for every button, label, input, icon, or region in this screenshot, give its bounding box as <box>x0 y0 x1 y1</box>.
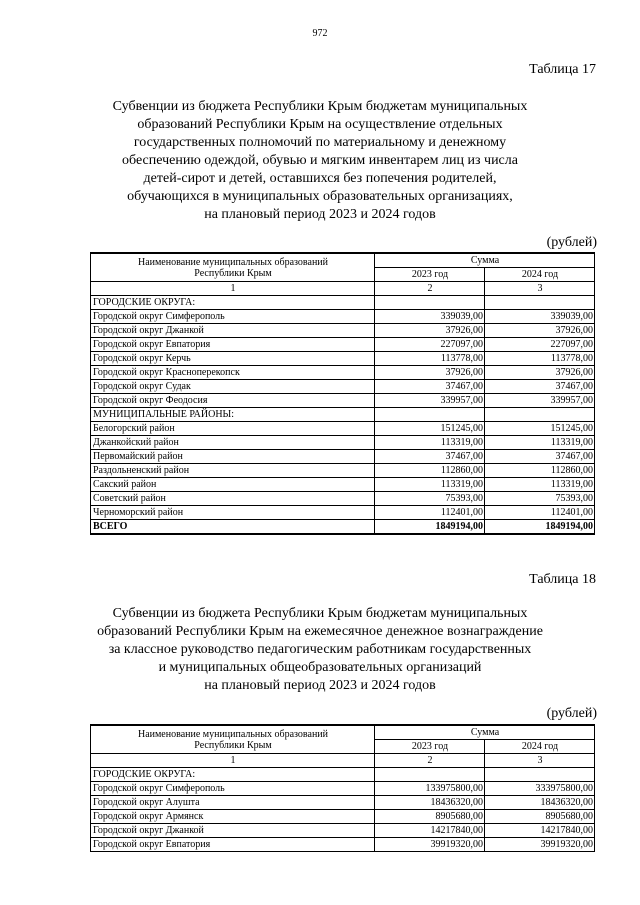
table-row <box>91 768 595 782</box>
table-row <box>91 366 595 380</box>
row-name: Сакский район <box>91 478 375 492</box>
total-row <box>91 520 595 535</box>
header-2023: 2023 год <box>375 268 485 282</box>
total-label: ВСЕГО <box>91 520 375 535</box>
row-name: Городской округ Алушта <box>91 796 375 810</box>
row-value-2023: 113319,00 <box>375 436 485 450</box>
title-line: Субвенции из бюджета Республики Крым бюджетам муниципальных <box>112 606 528 621</box>
title-line: детей-сирот и детей, оставшихся без попечения родителей, <box>143 171 497 186</box>
row-value-2024: 112401,00 <box>485 506 595 520</box>
row-value-2023: 133975800,00 <box>375 782 485 796</box>
row-value-2024: 37926,00 <box>485 366 595 380</box>
row-value-2023: 227097,00 <box>375 338 485 352</box>
row-value-2024: 113778,00 <box>485 352 595 366</box>
row-name: Городской округ Армянск <box>91 810 375 824</box>
row-value-2023: 112860,00 <box>375 464 485 478</box>
row-name: Городской округ Керчь <box>91 352 375 366</box>
row-name: Советский район <box>91 492 375 506</box>
row-name: ГОРОДСКИЕ ОКРУГА: <box>91 768 375 782</box>
row-value-2023: 8905680,00 <box>375 810 485 824</box>
title-line: образований Республики Крым на осуществление отдельных <box>137 117 503 132</box>
row-value-2023: 113319,00 <box>375 478 485 492</box>
row-value-2023: 18436320,00 <box>375 796 485 810</box>
column-number-1: 1 <box>91 282 375 296</box>
title-line: обеспечению одеждой, обувью и мягким инвентарем лиц из числа <box>122 153 518 168</box>
title-line: государственных полномочий по материальному и денежному <box>133 135 507 150</box>
table-row <box>91 338 595 352</box>
header-name-line2: Республики Крым <box>194 267 272 279</box>
row-value-2023: 39919320,00 <box>375 838 485 852</box>
row-name: МУНИЦИПАЛЬНЫЕ РАЙОНЫ: <box>91 408 375 422</box>
title-line: и муниципальных общеобразовательных организаций <box>158 660 482 675</box>
table-row <box>91 408 595 422</box>
row-value-2023 <box>375 296 485 310</box>
table-18-unit: (рублей) <box>546 706 597 721</box>
row-value-2024: 113319,00 <box>485 436 595 450</box>
total-2023: 1849194,00 <box>375 520 485 535</box>
table-row <box>91 782 595 796</box>
row-name: Городской округ Судак <box>91 380 375 394</box>
header-name-line1: Наименование муниципальных образований <box>137 728 329 740</box>
row-name: Белогорский район <box>91 422 375 436</box>
row-name: Первомайский район <box>91 450 375 464</box>
header-2023: 2023 год <box>375 740 485 754</box>
row-value-2023 <box>375 768 485 782</box>
row-name: Городской округ Симферополь <box>91 782 375 796</box>
title-line: на плановый период 2023 и 2024 годов <box>204 207 436 222</box>
row-value-2024: 18436320,00 <box>485 796 595 810</box>
title-line: за классное руководство педагогическим работникам государственных <box>108 642 532 657</box>
title-line: обучающихся в муниципальных образовательных организациях, <box>127 189 513 204</box>
table-row <box>91 310 595 324</box>
row-value-2024: 339039,00 <box>485 310 595 324</box>
row-value-2023: 339039,00 <box>375 310 485 324</box>
table-17-title <box>80 98 560 224</box>
table-18-title <box>80 605 560 695</box>
title-line: образований Республики Крым на ежемесячное денежное вознаграждение <box>97 624 543 639</box>
table-17 <box>90 252 595 535</box>
row-name: Городской округ Евпатория <box>91 838 375 852</box>
row-value-2024: 8905680,00 <box>485 810 595 824</box>
row-value-2023: 151245,00 <box>375 422 485 436</box>
row-value-2023: 37926,00 <box>375 366 485 380</box>
row-name: Городской округ Феодосия <box>91 394 375 408</box>
header-sum: Сумма <box>375 725 595 740</box>
row-name: Джанкойский район <box>91 436 375 450</box>
table-row <box>91 436 595 450</box>
row-value-2023: 14217840,00 <box>375 824 485 838</box>
row-value-2023: 37467,00 <box>375 450 485 464</box>
column-number-3: 3 <box>485 754 595 768</box>
table-row <box>91 464 595 478</box>
row-value-2024: 151245,00 <box>485 422 595 436</box>
column-number-1: 1 <box>91 754 375 768</box>
row-value-2024 <box>485 296 595 310</box>
row-value-2023: 113778,00 <box>375 352 485 366</box>
row-name: Городской округ Джанкой <box>91 824 375 838</box>
row-value-2024: 37467,00 <box>485 380 595 394</box>
table-18-label: Таблица 18 <box>529 572 596 587</box>
row-value-2024: 37467,00 <box>485 450 595 464</box>
row-value-2024 <box>485 408 595 422</box>
row-value-2024: 112860,00 <box>485 464 595 478</box>
table-17-unit: (рублей) <box>546 235 597 250</box>
table-row <box>91 506 595 520</box>
header-name-cell <box>91 253 375 282</box>
header-2024: 2024 год <box>485 740 595 754</box>
row-value-2023: 37926,00 <box>375 324 485 338</box>
table-row <box>91 450 595 464</box>
row-value-2024: 113319,00 <box>485 478 595 492</box>
row-value-2023: 37467,00 <box>375 380 485 394</box>
table-18 <box>90 724 595 852</box>
row-name: Черноморский район <box>91 506 375 520</box>
table-17-label: Таблица 17 <box>529 62 596 77</box>
header-name-line2: Республики Крым <box>194 739 272 751</box>
table-row <box>91 380 595 394</box>
table-row <box>91 352 595 366</box>
page-number: 972 <box>312 28 328 39</box>
column-number-3: 3 <box>485 282 595 296</box>
total-2024: 1849194,00 <box>485 520 595 535</box>
table-row <box>91 810 595 824</box>
row-value-2024: 227097,00 <box>485 338 595 352</box>
table-row <box>91 796 595 810</box>
table-row <box>91 296 595 310</box>
table-row <box>91 324 595 338</box>
row-value-2024: 339957,00 <box>485 394 595 408</box>
title-line: Субвенции из бюджета Республики Крым бюджетам муниципальных <box>112 99 528 114</box>
table-row <box>91 824 595 838</box>
row-value-2024: 75393,00 <box>485 492 595 506</box>
row-value-2024: 39919320,00 <box>485 838 595 852</box>
row-value-2024 <box>485 768 595 782</box>
column-number-2: 2 <box>375 282 485 296</box>
row-value-2024: 37926,00 <box>485 324 595 338</box>
row-name: Раздольненский район <box>91 464 375 478</box>
row-value-2024: 333975800,00 <box>485 782 595 796</box>
row-value-2023: 75393,00 <box>375 492 485 506</box>
table-row <box>91 422 595 436</box>
header-2024: 2024 год <box>485 268 595 282</box>
row-name: Городской округ Джанкой <box>91 324 375 338</box>
table-row <box>91 478 595 492</box>
row-value-2023: 112401,00 <box>375 506 485 520</box>
row-value-2023: 339957,00 <box>375 394 485 408</box>
table-row <box>91 492 595 506</box>
title-line: на плановый период 2023 и 2024 годов <box>204 678 436 693</box>
row-name: Городской округ Симферополь <box>91 310 375 324</box>
row-name: Городской округ Евпатория <box>91 338 375 352</box>
table-row <box>91 838 595 852</box>
row-name: Городской округ Красноперекопск <box>91 366 375 380</box>
table-row <box>91 394 595 408</box>
row-value-2024: 14217840,00 <box>485 824 595 838</box>
column-number-2: 2 <box>375 754 485 768</box>
row-name: ГОРОДСКИЕ ОКРУГА: <box>91 296 375 310</box>
header-sum: Сумма <box>375 253 595 268</box>
header-name-cell <box>91 725 375 754</box>
header-name-line1: Наименование муниципальных образований <box>137 256 329 268</box>
row-value-2023 <box>375 408 485 422</box>
